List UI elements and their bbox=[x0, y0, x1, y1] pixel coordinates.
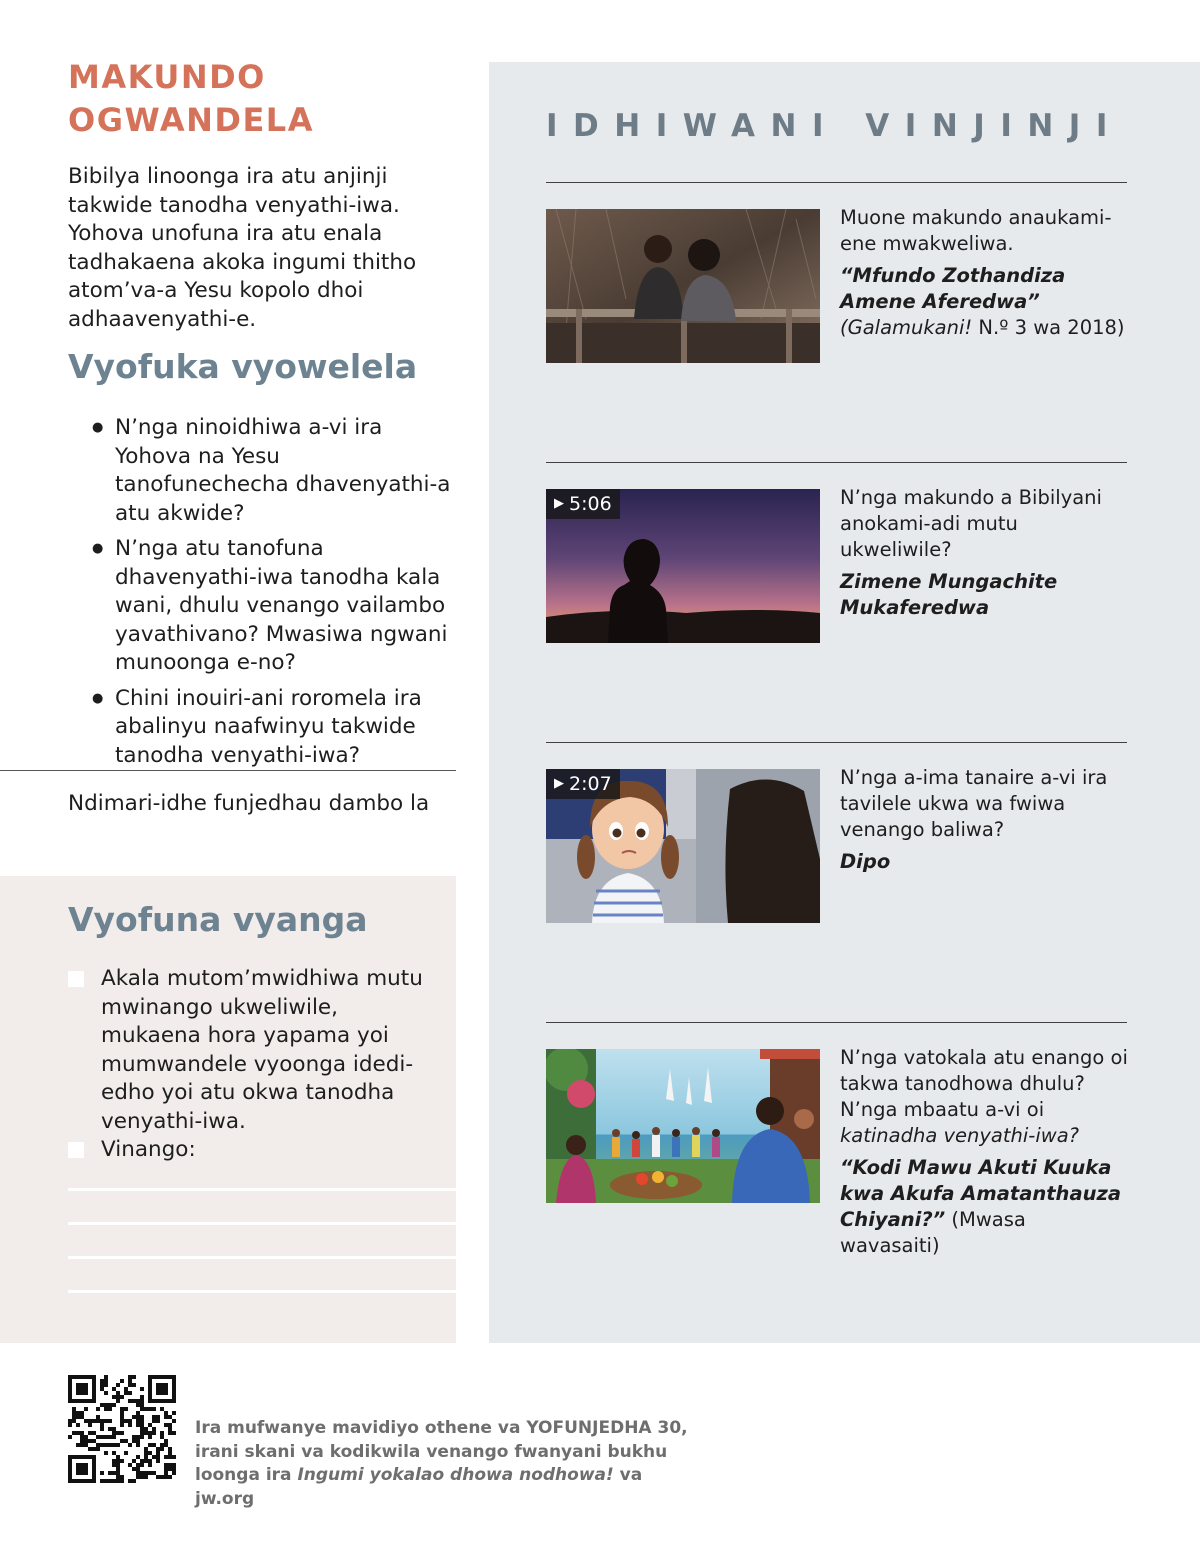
writing-line[interactable] bbox=[68, 1222, 456, 1225]
footer-note bbox=[195, 1417, 695, 1511]
question-item: ● N’nga atu tanofuna dhavenyathi-iwa tanodha kala wani, dhulu venango vailambo yavathivano? Mwasiwa ngwani munoonga e-no? bbox=[92, 535, 456, 678]
writing-line[interactable] bbox=[68, 1290, 456, 1293]
play-icon: ▶ bbox=[554, 776, 564, 791]
footer-text-start: Ira mufwanye mavidiyo othene va YOFUNJEDHA 30, irani skani va kodikwila venango fwanyani bukhu loonga ira bbox=[195, 1418, 688, 1485]
task-item bbox=[68, 965, 438, 1136]
item-description: N’nga makundo a Bibilyani anokami-adi mutu ukweliwile? bbox=[840, 486, 1102, 561]
item-source[interactable]: Dipo bbox=[840, 850, 891, 873]
question-item: ● N’nga ninoidhiwa a-vi ira Yohova na Yesu tanofunechecha dhavenyathi-a atu akwide? bbox=[92, 414, 456, 528]
source-publication: Galamukani! bbox=[847, 316, 973, 339]
item-description: N’nga a-ima tanaire a-vi ira tavilele ukwa wa fwiwa venango baliwa? bbox=[840, 766, 1108, 841]
video-duration bbox=[546, 489, 620, 519]
task-text: Vinango: bbox=[101, 1137, 196, 1162]
paradise-painting-icon[interactable] bbox=[546, 1049, 820, 1203]
reading-item bbox=[840, 485, 1130, 621]
aside-text: Ndimari-idhe funjedhau dambo la bbox=[68, 791, 430, 816]
duration-text: 5:06 bbox=[569, 493, 612, 515]
reading-item bbox=[840, 205, 1130, 341]
task-item bbox=[68, 1136, 438, 1165]
qr-code-icon[interactable] bbox=[68, 1375, 176, 1483]
task-heading: Vyofuna vyanga bbox=[68, 900, 368, 939]
source-ref-open: ( bbox=[840, 316, 848, 339]
item-description-italic: katinadha venyathi-iwa? bbox=[840, 1124, 1080, 1147]
couple-photo-icon[interactable] bbox=[546, 209, 820, 363]
checkbox[interactable] bbox=[68, 1142, 84, 1158]
writing-line[interactable] bbox=[68, 1256, 456, 1259]
source-title: “Mfundo Zothandiza Amene Aferedwa” bbox=[840, 264, 1066, 313]
play-icon: ▶ bbox=[554, 496, 564, 511]
footer-text-end: va jw.org bbox=[195, 1465, 643, 1509]
task-text: Akala mutom’mwidhiwa mutu mwinango ukweliwile, mukaena hora yapama yoi mumwandele vyoonga idedi-edho yoi atu okwa tanodha venyathi-iwa. bbox=[101, 966, 423, 1134]
source-issue: N.º 3 wa 2018) bbox=[972, 316, 1125, 339]
item-divider bbox=[546, 182, 1127, 183]
writing-line[interactable] bbox=[68, 1188, 456, 1191]
page-title-line-1: MAKUNDO bbox=[68, 58, 266, 96]
questions-list bbox=[92, 414, 456, 777]
item-description: Muone makundo anaukami-ene mwakweliwa. bbox=[840, 206, 1112, 255]
animated-girl-icon[interactable] bbox=[546, 769, 820, 923]
page-title-line-2: OGWANDELA bbox=[68, 101, 314, 139]
reading-item bbox=[840, 1045, 1130, 1259]
silhouette-sunset-icon[interactable] bbox=[546, 489, 820, 643]
source-ref: (Mwasa wavasaiti) bbox=[840, 1208, 1026, 1257]
section-divider bbox=[0, 770, 456, 771]
further-reading-heading: IDHIWANI VINJINJI bbox=[546, 108, 1123, 144]
video-duration bbox=[546, 769, 620, 799]
footer-book-title: Ingumi yokalao dhowa nodhowa! bbox=[297, 1465, 614, 1485]
page-title bbox=[68, 56, 314, 142]
item-source[interactable] bbox=[840, 1155, 1130, 1259]
intro-paragraph: Bibilya linoonga ira atu anjinji takwide tanodha venyathi-iwa. Yohova unofuna ira atu enala tadhakaena akoka ingumi thitho atom’va-a Yesu kopolo dhoi adhaavenyathi-e. bbox=[68, 164, 417, 332]
questions-heading: Vyofuka vyowelela bbox=[68, 347, 418, 386]
item-description bbox=[840, 1045, 1130, 1149]
reading-item bbox=[840, 765, 1130, 875]
source-title: “Kodi Mawu Akuti Kuuka kwa Akufa Amatanthauza Chiyani?” bbox=[840, 1156, 1121, 1231]
duration-text: 2:07 bbox=[569, 773, 612, 795]
item-description-start: N’nga vatokala atu enango oi takwa tanodhowa dhulu? N’nga mbaatu a-vi oi bbox=[840, 1046, 1128, 1121]
question-item: ● Chini inouiri-ani roromela ira abalinyu naafwinyu takwide tanodha venyathi-iwa? bbox=[92, 685, 456, 771]
item-divider bbox=[546, 462, 1127, 463]
checkbox[interactable] bbox=[68, 971, 84, 987]
item-source[interactable] bbox=[840, 263, 1130, 341]
item-divider bbox=[546, 1022, 1127, 1023]
item-source[interactable]: Zimene Mungachite Mukaferedwa bbox=[840, 570, 1058, 619]
item-divider bbox=[546, 742, 1127, 743]
